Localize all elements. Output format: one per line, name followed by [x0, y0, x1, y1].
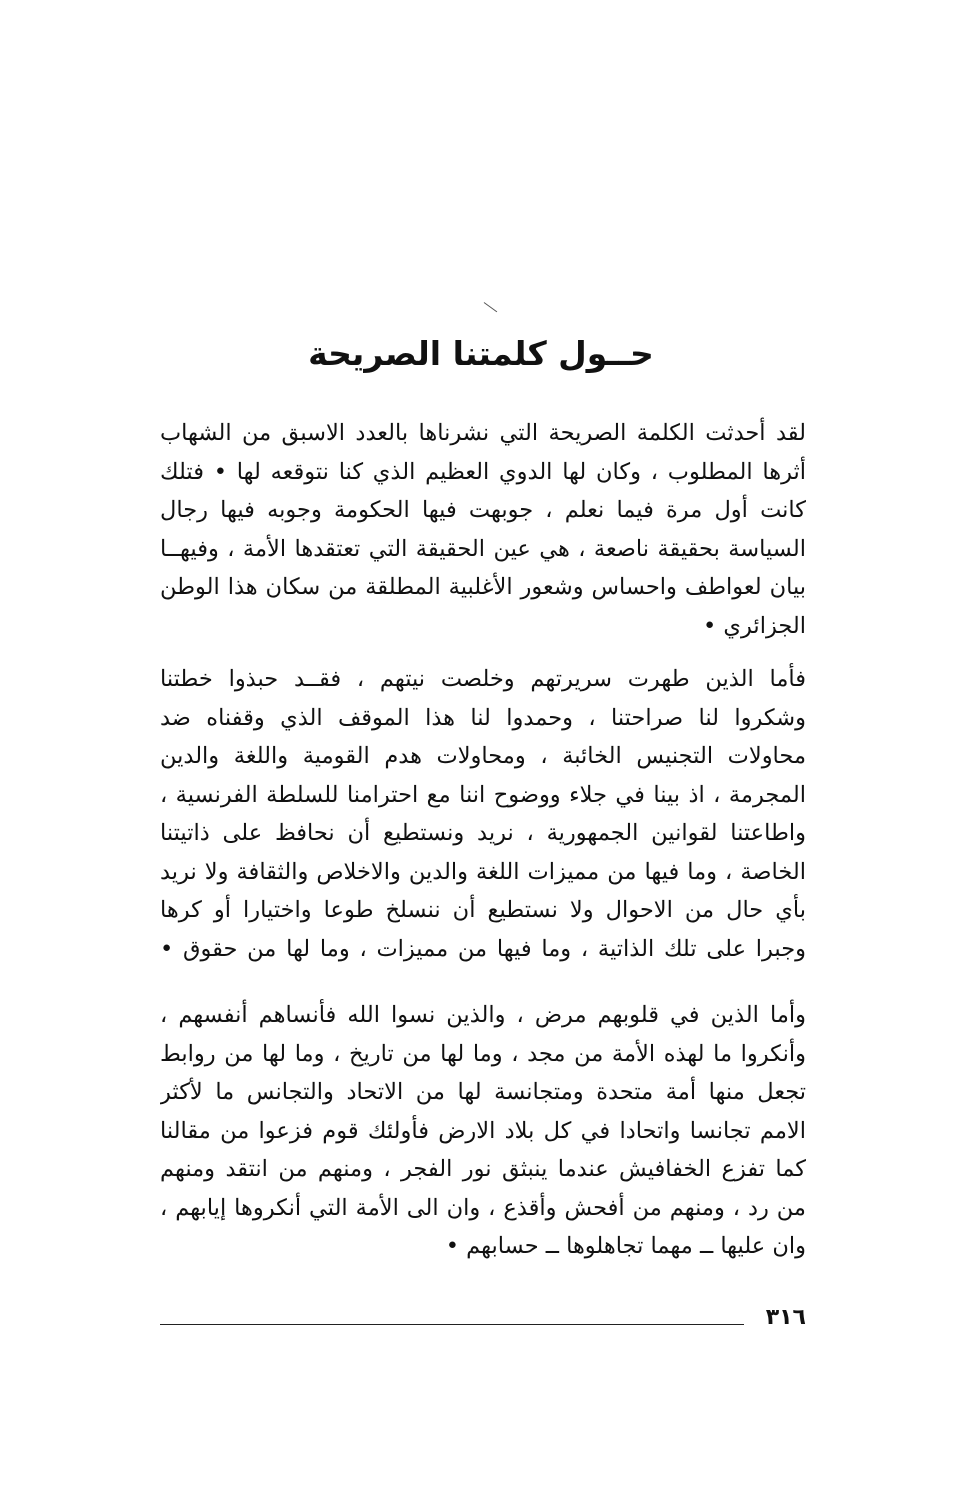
decorative-stroke: [484, 302, 498, 312]
text-line: وأنكروا ما لهذه الأمة من مجد ، وما لها من تاريخ ، وما لها من روابط: [160, 1040, 806, 1067]
page-number: ٣١٦: [765, 1305, 806, 1330]
text-line: فأما الذين طهرت سريرتهم وخلصت نيتهم ، فقــد حبذوا خطتنا: [160, 666, 806, 692]
text-line: السياسة بحقيقة ناصعة ، هي عين الحقيقة التي تعتقدها الأمة ، وفيهــا: [160, 535, 806, 562]
page-title: حــول كلمتنا الصريحة: [308, 334, 654, 373]
text-line: المجرمة ، اذ بينا في جلاء ووضوح اننا مع احترامنا للسلطة الفرنسية ،: [160, 781, 806, 808]
text-line: أثرها المطلوب ، وكان لها الدوي العظيم الذي كنا نتوقعه لها • فتلك: [160, 458, 806, 485]
text-line: الجزائري •: [702, 612, 806, 639]
text-line: الامم تجانسا واتحادا في كل بلاد الارض فأولئك قوم فزعوا من مقالنا: [160, 1117, 806, 1144]
paragraph-2: [160, 660, 806, 968]
text-line: كانت أول مرة فيما نعلم ، جوبهت فيها الحكومة وجوبه فيها رجال: [160, 497, 806, 523]
text-line: من رد ، ومنهم من أفحش وأقذع ، وان الى الأمة التي أنكروها إيابهم ،: [160, 1194, 806, 1221]
text-line: وان عليها ــ مهما تجاهلوها ــ حسابهم •: [445, 1233, 806, 1259]
page-footer: [160, 1302, 806, 1342]
text-line: وشكروا لنا صراحتنا ، وحمدوا لنا هذا الموقف الذي وقفناه ضد: [160, 704, 806, 731]
text-line: وأما الذين في قلوبهم مرض ، والذين نسوا الله فأنساهم أنفسهم ،: [160, 1002, 806, 1028]
paragraph-3: [160, 996, 806, 1266]
text-line: وجبرا على تلك الذاتية ، وما فيها من مميزات ، وما لها من حقوق •: [160, 935, 806, 962]
paragraph-1: [160, 414, 806, 645]
footer-rule: [160, 1324, 744, 1325]
text-line: محاولات التجنيس الخائبة ، ومحاولات هدم القومية واللغة والدين: [160, 743, 806, 769]
text-line: كما تفزع الخفافيش عندما ينبثق نور الفجر ، ومنهم من انتقد ومنهم: [160, 1156, 806, 1182]
text-line: واطاعتنا لقوانين الجمهورية ، نريد ونستطيع أن نحافظ على ذاتيتنا: [160, 820, 806, 846]
text-line: لقد أحدثت الكلمة الصريحة التي نشرناها بالعدد الاسبق من الشهاب: [160, 420, 806, 446]
text-line: بيان لعواطف واحساس وشعور الأغلبية المطلقة من سكان هذا الوطن: [160, 574, 806, 600]
text-line: الخاصة ، وما فيها من مميزات اللغة والدين والاخلاص والثقافة ولا نريد: [160, 858, 806, 885]
text-line: تجعل منها أمة متحدة ومتجانسة لها من الاتحاد والتجانس ما لأكثر: [160, 1079, 806, 1105]
text-line: بأي حال من الاحوال ولا نستطيع أن ننسلخ طوعا واختيارا أو كرها: [160, 897, 806, 923]
